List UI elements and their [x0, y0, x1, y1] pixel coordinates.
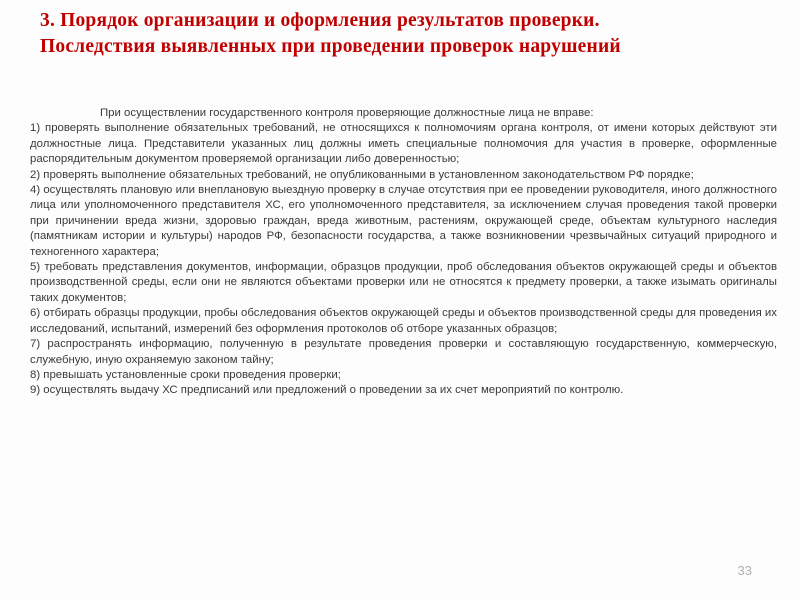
page-number: 33	[737, 563, 752, 578]
list-item: 2) проверять выполнение обязательных требований, не опубликованными в установленном законодательством РФ порядке;	[30, 168, 694, 181]
list-item: 8) превышать установленные сроки проведения проверки;	[30, 368, 341, 381]
title-line-1: 3. Порядок организации и оформления результатов проверки.	[40, 10, 600, 31]
list-item: 6) отбирать образцы продукции, пробы обследования объектов окружающей среды и объектов производственной среды для проведения их исследований, испытаний, измерений без оформления протоколов об отборе указанных образцов;	[30, 307, 777, 335]
list-item: 7) распространять информацию, полученную в результате проведения проверки и составляющую государственную, коммерческую, служебную, иную охраняемую законом тайну;	[30, 338, 777, 366]
title-line-2: Последствия выявленных при проведении проверок нарушений	[40, 36, 621, 57]
list-item: 5) требовать представления документов, информации, образцов продукции, проб обследования объектов окружающей среды и объектов производственной среды, если они не являются объектами проверки или не относятся к предмету проверки, а также изымать оригиналы таких документов;	[30, 261, 777, 304]
list-item: 1) проверять выполнение обязательных требований, не относящихся к полномочиям органа контроля, от имени которых действуют эти должностные лица. Представители указанных лиц должны иметь специальные полномочия для участия в проверке, оформленные распорядительным документом проверяемой организации либо доверенностью;	[30, 122, 777, 166]
list-item: 4) осуществлять плановую или внеплановую выездную проверку в случае отсутствия при ее проведении руководителя, иного должностного лица или уполномоченного представителя ХС, его уполномоченного представителя, за исключением случая проведения такой проверки при причинении вреда жизни, здоровью граждан, вреда животным, растениям, окружающей среде, объектам культурного наследия (памятникам истории и культуры) народов РФ, безопасности государства, а также возникновении чрезвычайных ситуаций природного и техногенного характера;	[30, 184, 777, 258]
intro-paragraph: При осуществлении государственного контроля проверяющие должностные лица не вправе:	[100, 107, 594, 119]
slide-title	[40, 8, 760, 60]
body-text	[30, 106, 777, 399]
list-item: 9) осуществлять выдачу ХС предписаний или предложений о проведении за их счет мероприятий по контролю.	[30, 384, 624, 397]
